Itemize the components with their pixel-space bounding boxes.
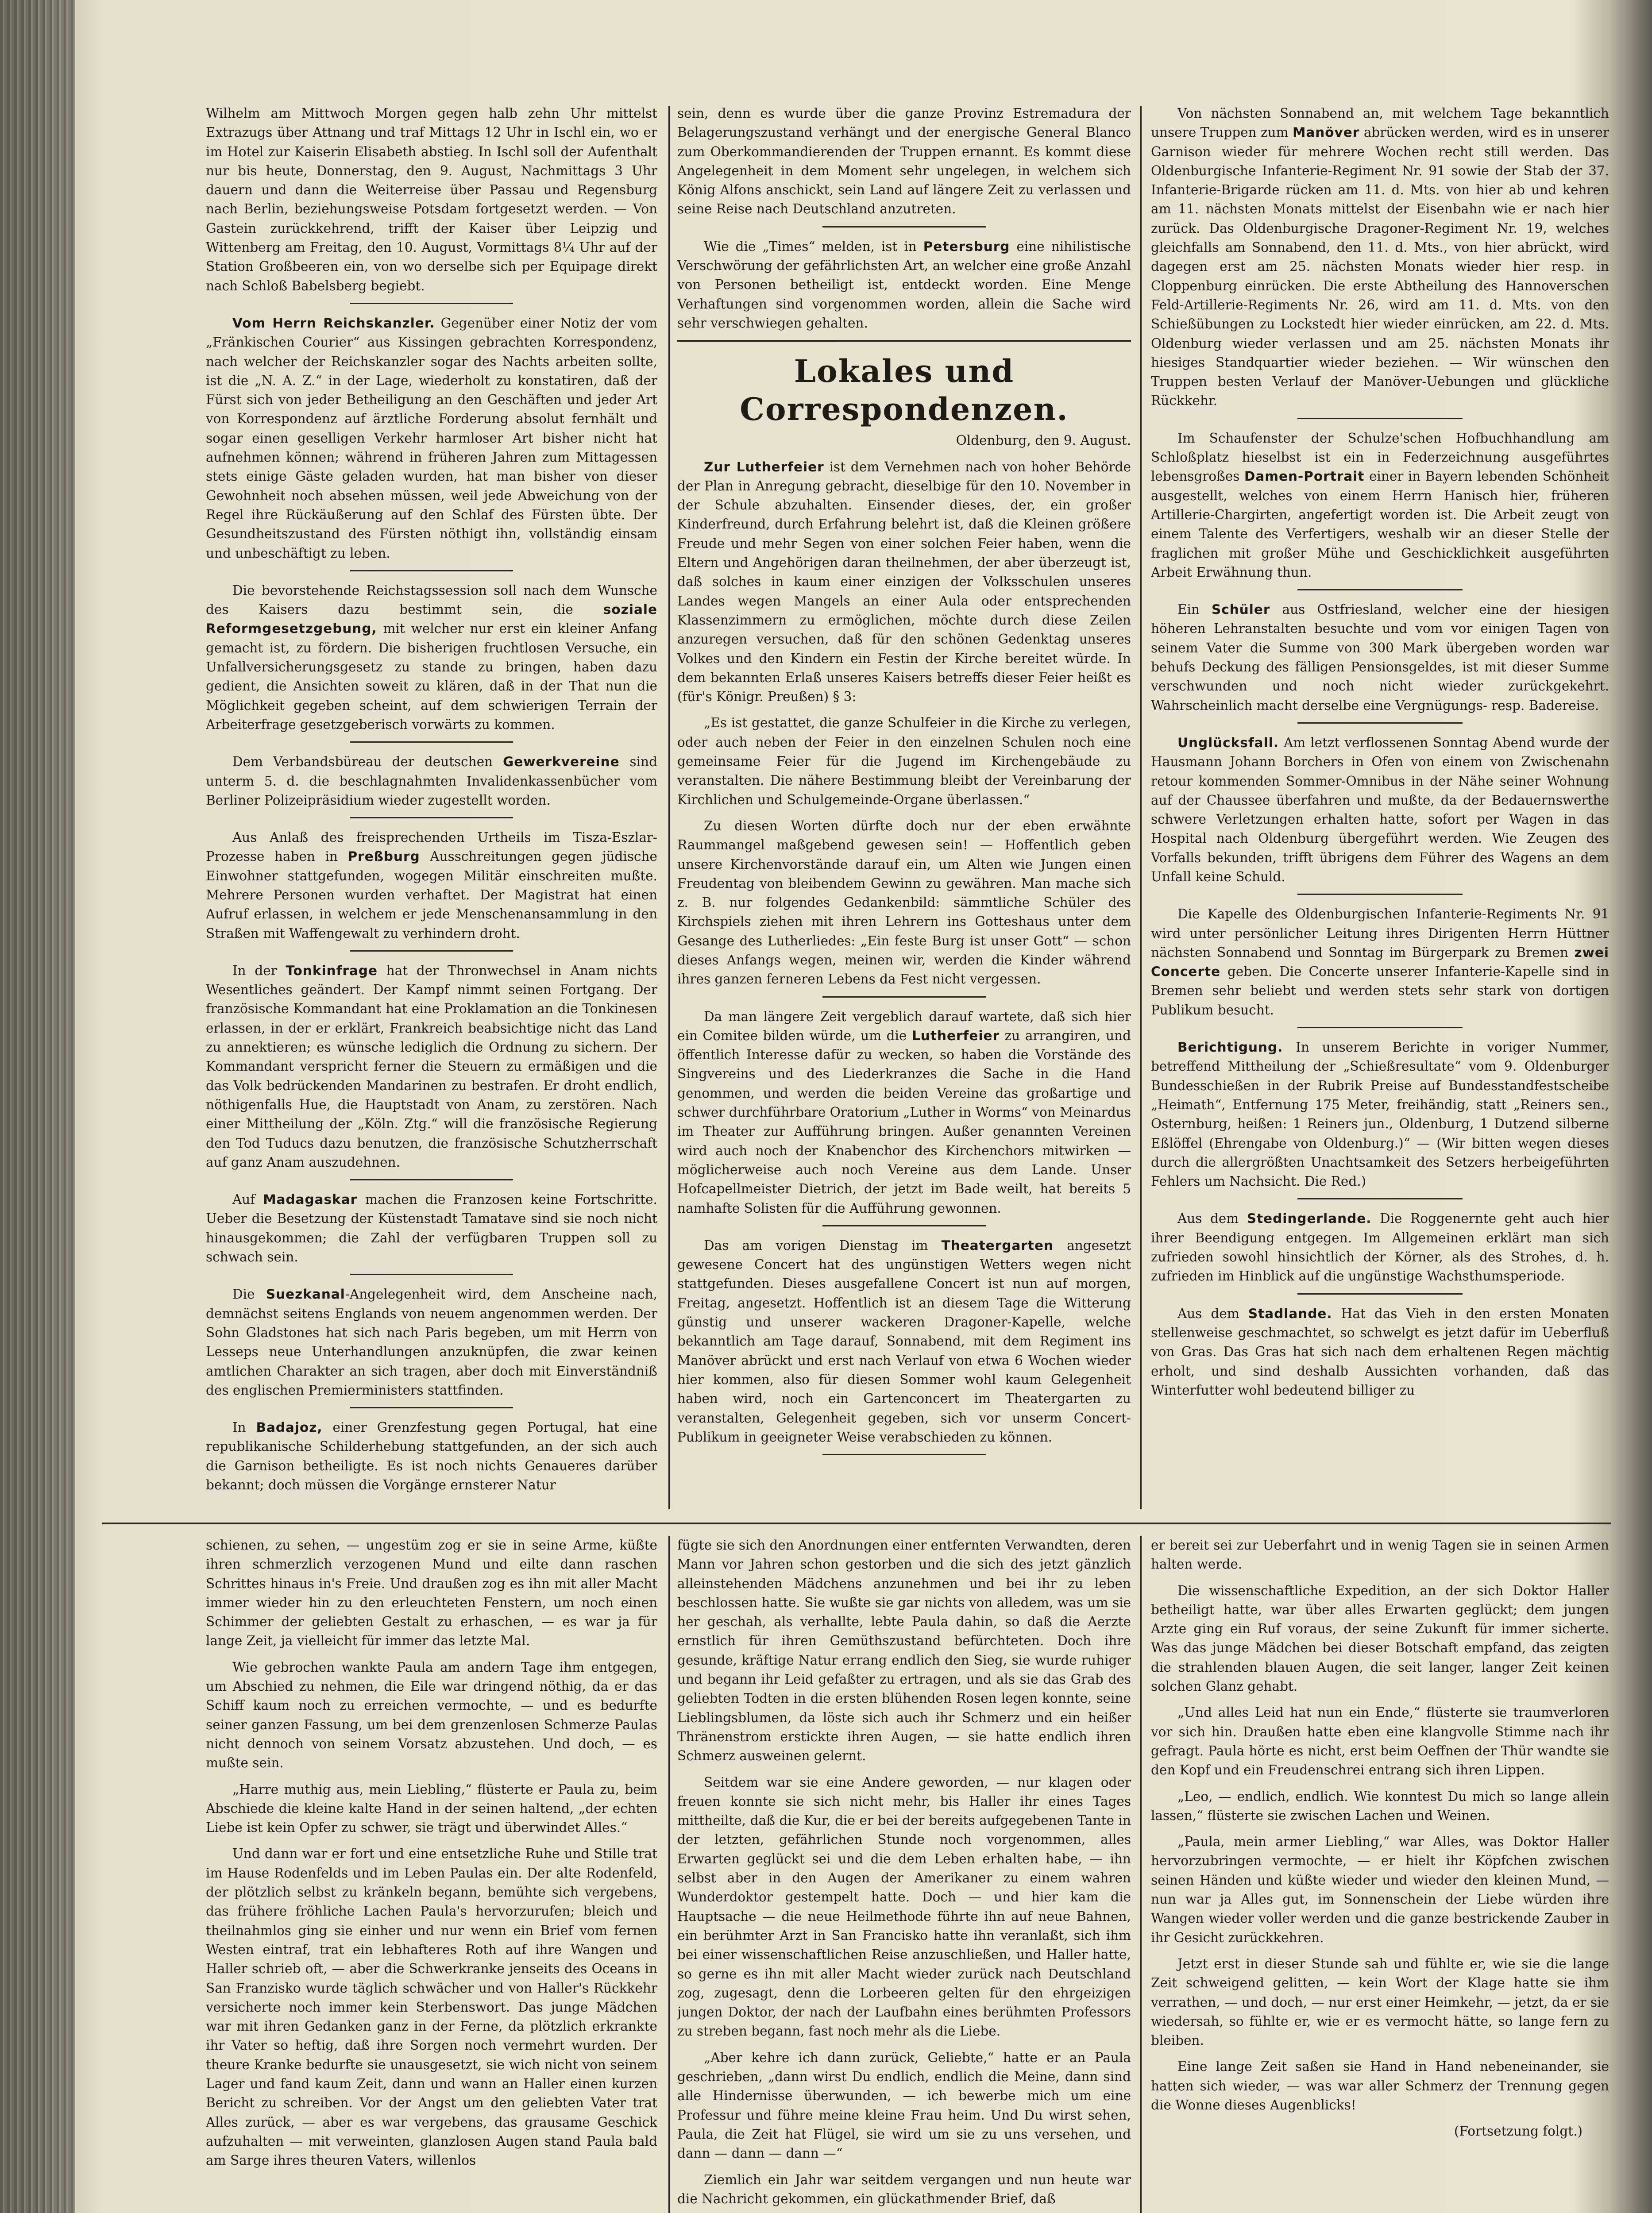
article-title: Madagaskar <box>263 1192 358 1207</box>
dateline: Oldenburg, den 9. August. <box>956 433 1131 448</box>
article-title: Suezkanal <box>266 1287 345 1302</box>
article-text: sind unterm 5. d. die beschlagnahmten Invalidenkassenbücher vom Berliner Polizeipräsidium wieder zugestellt worden. <box>206 754 657 808</box>
article <box>677 1236 1131 1447</box>
article-text: abrücken werden, wird es in unserer Garnison wieder für mehrere Wochen recht still werden. Das Oldenburgische Infanterie-Regiment Nr. 91 sowie der Stab der 37. Infanterie-Brigarde rücken am 11. d. Mts. von hier ab und kehren am 11. nächsten Monats mittelst der Eisenbahn wie er nach hier zurück. Das Oldenburgische Dragoner-Regiment Nr. 19, welches gleichfalls am Sonnabend, den 11. d. Mts., von hier abrückt, wird dagegen erst am 25. nächsten Monats wieder hier resp. in Cloppenburg einrücken. Die erste Abtheilung des Hannoverschen Feld-Artillerie-Regiments Nr. 26, wird am 11. d. Mts. von den Schießübungen zu Lockstedt hier wieder einrücken, am 22. d. Mts. Oldenburg wieder verlassen und am 25. nächsten Monats ihr hiesiges Standquartier wieder beziehen. — Wir wünschen den Truppen besten Verlauf der Manöver-Uebungen und glückliche Rückkehr. <box>1151 125 1609 409</box>
separator <box>822 1225 986 1226</box>
story-paragraph: „Leo, — endlich, endlich. Wie konntest Du mich so lange allein lassen,“ flüsterte sie zwischen Lachen und Weinen. <box>1151 1789 1609 1823</box>
article-text: Hat das Vieh in den ersten Monaten stellenweise geschmachtet, so schwelgt es jetzt dafür im Ueberfluß von Gras. Das Gras hat sich nach dem erhaltenen Regen mächtig erholt, und sind deshalb Aussichten vorhanden, daß das Winterfutter wohl bedeutend billiger zu <box>1151 1306 1609 1398</box>
article-text: hat der Thronwechsel in Anam nichts Wesentliches geändert. Der Kampf nimmt seinen Fortgang. Der französische Kommandant hat eine Proklamation an die Tonkinesen erlassen, in der er erklärt, Frankreich beabsichtige nicht das Land zu annektieren; es wünsche lediglich die Ordnung zu sichern. Der Kommandant verspricht ferner die Steuern zu ermäßigen und die das Volk bedrückenden Mandarinen zu bestrafen. Er droht endlich, nöthigenfalls Hue, die Hauptstadt von Anam, zu zerstören. Nach einer Mittheilung der „Köln. Ztg.“ will die französische Regierung den Tod Tuducs dazu benutzen, die französische Schutzherrschaft auf ganz Anam auszudehnen. <box>206 963 657 1170</box>
article-text: Von nächsten Sonnabend an, mit welchem Tage bekanntlich unsere Truppen zum <box>1151 106 1609 140</box>
column-2 <box>677 104 1131 1516</box>
column-3 <box>1151 104 1609 1516</box>
article <box>206 828 657 943</box>
story-paragraph: „Aber kehre ich dann zurück, Geliebte,“ hatte er an Paula geschrieben, „dann wirst Du endlich, endlich die Meine, dann sind alle Hindernisse überwunden, — ich bewerbe mich um eine Professur und führe meine kleine Frau heim. Und Du wirst sehen, Paula, die Zeit hat Flügel, sie wird um sie zu uns versehen, und dann — dann — dann —“ <box>677 2050 1131 2161</box>
article <box>1151 1304 1609 1400</box>
article-text: In der <box>232 963 277 978</box>
separator <box>350 741 513 743</box>
article-title: Berichtigung. <box>1177 1040 1283 1055</box>
separator <box>350 303 513 304</box>
page-edge <box>1612 0 1652 2213</box>
article <box>1151 600 1609 715</box>
separator <box>350 1274 513 1275</box>
article <box>1151 429 1609 582</box>
article-title: zwei Concerte <box>1151 945 1609 979</box>
article <box>1151 733 1609 887</box>
article-text: Dem Verbandsbüreau der deutschen <box>232 754 493 770</box>
article-title: Manöver <box>1293 125 1360 140</box>
article-text: Ausschreitungen gegen jüdische Einwohner stattgefunden, wogegen Militär einschreiten mußte. Mehrere Personen wurden verhaftet. Der Magistrat hat einen Aufruf erlassen, in welchem er jede Menschenansammlung in den Straßen mit Waffengewalt zu verhindern droht. <box>206 849 657 941</box>
article-text: sein, denn es wurde über die ganze Provinz Estremadura der Belagerungszustand verhängt und der energische General Blanco zum Oberkommandierenden der Truppen ernannt. Es kommt diese Angelegenheit in dem Moment sehr ungelegen, in welchem sich König Alfons anschickt, sein Land auf längere Zeit zu verlassen und seine Reise nach Deutschland anzutreten. <box>677 106 1131 217</box>
story-column-2 <box>677 1536 1131 2213</box>
column-rule <box>668 1536 670 2213</box>
section-rule <box>102 1523 1611 1524</box>
story-paragraph: Die wissenschaftliche Expedition, an der sich Doktor Haller betheiligt hatte, war über alles Erwarten geglückt; dem jungen Arzte ging ein Ruf voraus, der seine Zukunft für immer sicherte. Was das junge Mädchen bei dieser Botschaft empfand, das zeigten die strahlenden blauen Augen, die seit langer, langer Zeit keinen solchen Glanz gehabt. <box>1151 1583 1609 1694</box>
article-text: Da man längere Zeit vergeblich darauf wartete, daß sich hier ein Comitee bilden würde, um die <box>677 1009 1131 1043</box>
article-text: Aus dem <box>1177 1306 1239 1321</box>
separator <box>1297 722 1463 724</box>
separator <box>1297 589 1463 590</box>
separator <box>1297 418 1463 419</box>
article-title: Petersburg <box>923 239 1010 254</box>
article-title: Vom Herrn Reichskanzler. <box>232 315 435 331</box>
article-text: machen die Franzosen keine Fortschritte. Ueber die Besetzung der Küstenstadt Tamatave sind sie noch nicht hinausgekommen; die Zahl der verfügbaren Truppen soll zu schwach sein. <box>206 1192 657 1265</box>
separator <box>350 570 513 571</box>
story-paragraph: fügte sie sich den Anordnungen einer entfernten Verwandten, deren Mann vor Jahren schon gestorben und die sich des jetzt gänzlich alleinstehenden Mädchens anzunehmen und bei ihr zu leben beschlossen hatte. Sie wußte sie gar nichts von alledem, was um sie her geschah, als verhallte, lebte Paula dahin, so daß die Aerzte ernstlich für ihren Gemüthszustand befürchteten. Doch ihre gesunde, kräftige Natur errang endlich den Sieg, sie wurde ruhiger und begann ihr Leid gefaßter zu ertragen, und als sie das Grab des geliebten Todten in die ersten blühenden Rosen legen konnte, seine Lieblingsblumen, da löste sich auch ihr Schmerz und ein heißer Thränenstrom erstickte ihren Augen, — sie hatte endlich ihren Schmerz ausweinen gelernt. <box>677 1538 1131 1764</box>
column-rule <box>1140 106 1142 1509</box>
article-text: Die bevorstehende Reichstagssession soll nach dem Wunsche des Kaisers dazu bestimmt sein, die <box>206 582 657 617</box>
article <box>677 458 1131 707</box>
story-paragraph: Wie gebrochen wankte Paula am andern Tage ihm entgegen, um Abschied zu nehmen, die Eile war dringend nöthig, da er das Schiff kaum noch zu erreichen vermochte, — und es bedurfte seiner ganzen Fassung, um bei dem grenzenlosen Schmerze Paulas nicht dennoch von seinem Vorsatz abzustehen. Und doch, — es mußte sein. <box>206 1659 657 1771</box>
separator <box>350 1407 513 1408</box>
article-text: Ein <box>1177 602 1200 617</box>
article-text: -Angelegenheit wird, dem Anscheine nach, demnächst seitens Englands von neuem angenommen werden. Der Sohn Gladstones hat sich nach Paris begeben, um mit Herrn von Lesseps neue Unterhandlungen anzuknüpfen, die zwar keinen amtlichen Charakter an sich tragen, aber doch mit Einverständniß des englischen Premierministers stattfinden. <box>206 1287 657 1398</box>
article-text: Zu diesen Worten dürfte doch nur der eben erwähnte Raummangel maßgebend gewesen sein! — Hoffentlich geben unsere Kirchenvorstände darauf ein, um Alten wie Jungen einen Freudentag von bleibendem Gewinn zu gewähren. Man mache sich z. B. nur folgendes Gedankenbild: sämmtliche Schüler des Kirchspiels ziehen mit ihren Lehrern ins Gotteshaus unter dem Gesange des Lutherliedes: „Ein feste Burg ist unser Gott“ — schon dieses Anfangs wegen, meinen wir, werden die Kinder während ihres ganzen ferneren Lebens da Fest nicht vergessen. <box>677 818 1131 987</box>
separator <box>822 1454 986 1455</box>
story-paragraph: Eine lange Zeit saßen sie Hand in Hand nebeneinander, sie hatten sich wieder, — was war aller Schmerz der Trennung gegen die Wonne dieses Augenblicks! <box>1151 2059 1609 2113</box>
story-paragraph: „Paula, mein armer Liebling,“ war Alles, was Doktor Haller hervorzubringen vermochte, — er hielt ihr Köpfchen zwischen seinen Händen und küßte wieder und wieder den kleinen Mund, — nun war ja Alles gut, im Sonnenschein der Liebe würden ihre Wangen wieder voller werden und die ganze bestrickende Zauber in ihr Gesicht zurückkehren. <box>1151 1834 1609 1945</box>
story-paragraph: Jetzt erst in dieser Stunde sah und fühlte er, wie sie die lange Zeit schweigend gelitten, — kein Wort der Klage hatte sie ihm verrathen, — und doch, — nur erst einer Heimkehr, — jetzt, da er sie wiedersah, so fühlte er, wie er es vermocht hätte, so lange fern zu bleiben. <box>1151 1956 1609 2048</box>
story-paragraph: er bereit sei zur Ueberfahrt und in wenig Tagen sie in seinen Armen halten werde. <box>1151 1538 1609 1572</box>
article <box>206 961 657 1172</box>
article-text: zu arrangiren, und öffentlich Interesse dafür zu wecken, so haben die Vorstände des Singvereins und des Liederkranzes die Sache in die Hand genommen, und werden die beiden Vereine das großartige und schwer durchführbare Oratorium „Luther in Worms“ von Meinardus im Theater zur Aufführung bringen. Außer genannten Vereinen wird auch noch der Knabenchor des Kirchenchors mitwirken — möglicherweise auch noch Vereine aus dem Lande. Unser Hofcapellmeister Dietrich, der jetzt im Bade weilt, hat bereits 5 namhafte Solisten für die Aufführung gewonnen. <box>677 1028 1131 1216</box>
separator <box>822 226 986 227</box>
article-title: Gewerkvereine <box>503 754 620 770</box>
article <box>206 581 657 734</box>
story-paragraph: „Und alles Leid hat nun ein Ende,“ flüsterte sie traumverloren vor sich hin. Draußen hatte eben eine klangvolle Stimme nach ihr gefragt. Paula hörte es nicht, erst beim Oeffnen der Thür wandte sie den Kopf und ein Freudenschrei entrang sich ihren Lippen. <box>1151 1705 1609 1778</box>
article <box>206 752 657 810</box>
article <box>206 1285 657 1400</box>
column-rule <box>668 106 670 1509</box>
article-text: Gegenüber einer Notiz der vom „Fränkischen Courier“ aus Kissingen gebrachten Korrespondenz, nach welcher der Reichskanzler sogar des Nachts arbeiten sollte, ist die „N. A. Z.“ in der Lage, wiederholt zu konstatiren, daß der Fürst sich von jeder Betheiligung an den Geschäften und jeder Art von Korrespondenz auf ärztliche Forderung absolut fernhält und sogar einen geselligen Verkehr harmloser Art bisher nicht hat aufnehmen können; während in früheren Jahren zum Mittagessen stets einige Gäste geladen wurden, hat man bisher von dieser Gewohnheit noch absehen müssen, weil jede Abweichung von der Regel ihre Rückäußerung auf den Schlaf des Fürsten übte. Der Gesundheitszustand des Fürsten nöthigt ihn, vollständig einsam und unbeschäftigt zu leben. <box>206 315 657 561</box>
article-text: Auf <box>232 1192 255 1207</box>
article-text: Wie die „Times“ melden, ist in <box>704 239 917 254</box>
article-title: Badajoz, <box>256 1420 323 1435</box>
article-title: Zur Lutherfeier <box>704 459 824 474</box>
article <box>1151 104 1609 411</box>
article-title: Preßburg <box>347 849 420 864</box>
article-text: einer Grenzfestung gegen Portugal, hat eine republikanische Schilderhebung stattgefunden, an der sich auch die Garnison betheiligte. Es ist noch nichts Genaueres darüber bekannt; doch müssen die Vorgänge ernsterer Natur <box>206 1420 657 1492</box>
article-text: Wilhelm am Mittwoch Morgen gegen halb zehn Uhr mittelst Extrazugs über Attnang und traf Mittags 12 Uhr in Ischl ein, wo er im Hotel zur Kaiserin Elisabeth abstieg. In Ischl soll der Aufenthalt nur bis heute, Donnerstag, den 9. August, Nachmittags 3 Uhr dauern und dann die Weiterreise über Passau und Regensburg nach Berlin, beziehungsweise Potsdam fortgesetzt werden. — Von Gastein zurückkehrend, trifft der Kaiser über Leipzig und Wittenberg am Freitag, den 10. August, Vormittags 8¼ Uhr auf der Station Großbeeren ein, von wo derselbe sich per Equipage direkt nach Schloß Babelsberg begiebt. <box>206 106 657 293</box>
article <box>677 237 1131 333</box>
column-rule <box>1140 1536 1142 2213</box>
separator <box>1297 1198 1463 1199</box>
story-column-3 <box>1151 1536 1609 2213</box>
article-text: Aus Anlaß des freisprechenden Urtheils im Tisza-Eszlar-Prozesse haben in <box>206 830 657 864</box>
article-text: Die Roggenernte geht auch hier ihrer Beendigung entgegen. Im Allgemeinen erklärt man sich zufrieden sowohl hinsichtlich der Körner, als des Strohes, d. h. zufrieden im Hinblick auf die ungünstige Wachsthumsperiode. <box>1151 1211 1609 1284</box>
section-rule <box>677 340 1131 342</box>
article-text: Aus dem <box>1177 1211 1239 1226</box>
article <box>206 1418 657 1495</box>
article-title: Stadlande. <box>1248 1306 1332 1321</box>
column-1 <box>206 104 657 1516</box>
book-binding <box>0 0 75 2213</box>
article-text: Im Schaufenster der Schulze'schen Hofbuchhandlung am Schloßplatz hieselbst ist ein in Federzeichnung ausgeführtes lebensgroßes <box>1151 430 1609 484</box>
article-title: Damen-Portrait <box>1244 469 1365 484</box>
article-title: Unglücksfall. <box>1177 735 1279 750</box>
article-text: ist dem Vernehmen nach von hoher Behörde der Plan in Anregung gebracht, dieselbige für den 10. November in der Schule abzuhalten. Einsender dieses, der, ein großer Kinderfreund, durch Erfahrung belehrt ist, daß die Kleinen größere Freude und mehr Segen von einer solchen Feier haben, wenn die Eltern und Angehörigen daran theilnehmen, der aber überzeugt ist, daß solches in kaum einer einzigen der Volksschulen unseres Landes wegen Mangels an einer Aula oder entsprechenden Klassenzimmern zu ermöglichen, möchte durch diese Zeilen anzuregen versuchen, daß für den schönen Gedenktag unseres Volkes und den Kindern ein Festin der Kirche bereitet würde. In dem bekannten Erlaß unseres Kaisers betreffs dieser Feier heißt es (für's Königr. Preußen) § 3: <box>677 459 1131 705</box>
article-text: aus Ostfriesland, welcher eine der hiesigen höheren Lehranstalten besuchte und vom vor einigen Tagen von seinem Vater die Summe von 300 Mark übergeben worden war behufs Deckung des fälligen Pensionsgeldes, ist mit dieser Summe verschwunden und noch nicht wieder zurückgekehrt. Wahrscheinlich macht derselbe eine Vergnügungs- resp. Badereise. <box>1151 602 1609 713</box>
separator <box>1297 1293 1463 1295</box>
story-paragraph: „Harre muthig aus, mein Liebling,“ flüsterte er Paula zu, beim Abschiede die kleine kalte Hand in der seinen haltend, „der echten Liebe ist kein Opfer zu schwer, sie trägt und überwindet Alles.“ <box>206 1781 657 1835</box>
story-paragraph: schienen, zu sehen, — ungestüm zog er sie in seine Arme, küßte ihren schmerzlich verzogenen Mund und eilte dann raschen Schrittes hinaus in's Freie. Und draußen zog es ihn mit aller Macht immer wieder hin zu den erleuchteten Fenstern, um noch einen Schimmer der geliebten Gestalt zu erhaschen, — es war ja für lange Zeit, ja vielleicht für immer das letzte Mal. <box>206 1538 657 1649</box>
article-title: soziale Reformgesetzgebung, <box>206 602 657 636</box>
article-text: In unserem Berichte in voriger Nummer, betreffend Mittheilung der „Schießresultate“ vom 9. Oldenburger Bundesschießen in der Rubrik Preise auf Bundesstandfestscheibe „Heimath“, Entfernung 175 Meter, freihändig, statt „Reiners sen., Osternburg, heißen: 1 Reiners jun., Oldenburg, 1 Dutzend silberne Eßlöffel (Ehrengabe von Oldenburg.)“ — (Wir bitten wegen dieses durch die allergrößten Unachtsamkeit des Setzers herbeigeführten Fehlers um Nachsicht. Die Red.) <box>1151 1040 1609 1189</box>
article-text: Die Kapelle des Oldenburgischen Infanterie-Regiments Nr. 91 wird unter persönlicher Leitung ihres Dirigenten Herrn Hüttner nächsten Sonnabend und Sonntag im Bürgerpark zu Bremen <box>1151 906 1609 960</box>
article-text: angesetzt gewesene Concert hat des ungünstigen Wetters wegen nicht stattgefunden. Dieses ausgefallene Concert ist nun auf morgen, Freitag, angesetzt. Hoffentlich ist an diesem Tage die Witterung günstig und unserer wackeren Dragoner-Kapelle, welche bekanntlich am Tage darauf, Sonnabend, mit dem Regiment ins Manöver abrückt und erst nach Verlauf von etwa 6 Wochen wieder hier kommen, also für diesen Sommer wohl kaum Gelegenheit haben wird, noch ein Gartenconcert im Theatergarten zu veranstalten, Gelegenheit gegeben, sich vor unserm Concert-Publikum in geeigneter Weise verabschieden zu können. <box>677 1238 1131 1445</box>
article-title: Schüler <box>1212 602 1270 617</box>
separator <box>1297 1027 1463 1028</box>
article-title: Lutherfeier <box>912 1028 1000 1043</box>
separator <box>822 996 986 998</box>
article-text: eine nihilistische Verschwörung der gefährlichsten Art, an welcher eine große Anzahl von Personen betheiligt ist, entdeckt worden. Eine Menge Verhaftungen sind vorgenommen worden, allein die Sache wird sehr verschwiegen gehalten. <box>677 239 1131 331</box>
article-text: mit welcher nur erst ein kleiner Anfang gemacht ist, zu fördern. Die bisherigen fruchtlosen Versuche, ein Unfallversicherungsgesetz zu stande zu bringen, haben dazu gedient, die Ansichten soweit zu klären, daß in der That nun die Möglichkeit gegeben scheint, auf dem schwierigen Terrain der Arbeiterfrage gesetzgeberisch vorwärts zu kommen. <box>206 621 657 732</box>
article <box>206 314 657 563</box>
story-column-1 <box>206 1536 657 2213</box>
section-headline: Lokales und Correspondenzen. <box>740 353 1069 428</box>
article <box>677 1007 1131 1218</box>
article-title: Tonkinfrage <box>286 963 378 978</box>
article <box>1151 1038 1609 1191</box>
story-paragraph: Seitdem war sie eine Andere geworden, — nur klagen oder freuen konnte sie sich nicht mehr, bis Haller ihr eines Tages mittheilte, daß die Kur, die er bei der bereits aufgegebenen Tante in der letzten, gefährlichen Stunde noch vorgenommen, alles Erwarten geglückt sei und die dem Leben erhalten habe, — ihn selbst aber in den Augen der Amerikaner zu einem wahren Wunderdoktor gestempelt hatte. Doch — und hier kam die Hauptsache — die neue Heilmethode führte ihn auf neue Bahnen, ein berühmter Arzt in San Francisko hatte ihn veranlaßt, sich ihm bei einer wissenschaftlichen Reise anzuschließen, und Haller hatte, so gerne es ihn mit aller Macht wieder zurück nach Deutschland zog, zugesagt, denn die Lorbeeren gelten für den ehrgeizigen jungen Doktor, der nach der Laufbahn eines berühmten Professors zu streben begann, fast noch mehr als die Liebe. <box>677 1774 1131 2039</box>
article <box>206 1190 657 1267</box>
article-text: Am letzt verflossenen Sonntag Abend wurde der Hausmann Johann Borchers in Ofen von einem von Zwischenahn retour kommenden Sommer-Omnibus in der Nähe seiner Wohnung auf der Chaussee überfahren und mußte, da der Bedauernswerthe schwere Verletzungen erhalten hatte, sofort per Wagen in das Hospital nach Oldenburg übergeführt werden. Wie Zeugen des Vorfalls bekunden, trifft übrigens dem Führer des Wagens an dem Unfall keine Schuld. <box>1151 735 1609 884</box>
story-paragraph: Ziemlich ein Jahr war seitdem vergangen und nun heute war die Nachricht gekommen, ein glückathmender Brief, daß <box>677 2172 1131 2206</box>
article-text: In <box>232 1420 246 1435</box>
separator <box>350 950 513 952</box>
separator <box>350 1179 513 1180</box>
article <box>1151 1209 1609 1286</box>
article-text: einer in Bayern lebenden Schönheit ausgestellt, welches von einem Herrn Hanisch hier, früheren Artillerie-Chargirten, angefertigt worden ist. Die Arbeit zeugt von einem Talente des Verfertigers, weshalb wir an dieser Stelle der fraglichen mit großer Mühe und Geschicklichkeit ausgeführten Arbeit Erwähnung thun. <box>1151 469 1609 580</box>
article-title: Stedingerlande. <box>1247 1211 1372 1226</box>
story-paragraph: Und dann war er fort und eine entsetzliche Ruhe und Stille trat im Hause Rodenfelds und im Leben Paulas ein. Der alte Rodenfeld, der plötzlich selbst zu kränkeln begann, bemühte sich vergebens, das frühere fröhliche Lachen Paula's hervorzurufen; bleich und theilnahmlos ging sie einher und nur wenn ein Brief vom fernen Westen eintraf, trat ein lebhafteres Roth auf ihre Wangen und Haller schrieb oft, — aber die Schwerkranke jenseits des Oceans in San Franzisko wurde täglich schwächer und von Haller's Rückkehr versicherte noch immer kein Sterbenswort. Das junge Mädchen war mit ihren Gedanken ganz in der Ferne, da plötzlich erkrankte ihr Vater so heftig, daß ihre Sorgen noch vermehrt wurden. Der theure Kranke bedurfte sie unausgesetzt, sie wich nicht von seinem Lager und fand kaum Zeit, dann und wann an Haller einen kurzen Bericht zu schreiben. Vor der Angst um den geliebten Vater trat Alles zurück, — aber es war vergebens, das grausame Geschick aufzuhalten — mit verweinten, glanzlosen Augen stand Paula bald am Sarge ihres theuren Vaters, willenlos <box>206 1846 657 2168</box>
separator <box>350 817 513 818</box>
continued-note: (Fortsetzung folgt.) <box>1454 2124 1583 2139</box>
article-title: Theatergarten <box>941 1238 1054 1253</box>
article-text: geben. Die Concerte unserer Infanterie-Kapelle sind in Bremen sehr beliebt und werden stets sehr stark von dortigen Publikum besucht. <box>1151 964 1609 1018</box>
article-quote: „Es ist gestattet, die ganze Schulfeier in die Kirche zu verlegen, oder auch neben der Feier in den einzelnen Schulen noch eine gemeinsame Feier für die Jugend im Kirchengebäude zu veranstalten. Die nähere Bestimmung bleibt der Vereinbarung der Kirchlichen und Schulgemeinde-Organe überlassen.“ <box>677 715 1131 807</box>
separator <box>1297 894 1463 895</box>
article-text: Das am vorigen Dienstag im <box>704 1238 928 1253</box>
article <box>1151 905 1609 1020</box>
article-text: Die <box>232 1287 255 1302</box>
